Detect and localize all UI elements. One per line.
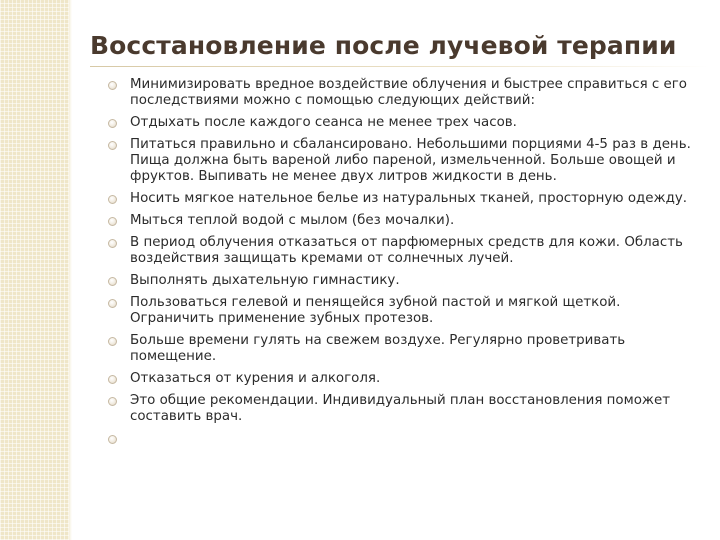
bullet-item	[108, 77, 706, 109]
slide-title: Восстановление после лучевой терапии	[90, 31, 677, 60]
bullet-dot-icon	[108, 337, 117, 346]
bullet-dot-icon	[108, 375, 117, 384]
bullet-text: Выполнять дыхательную гимнастику.	[130, 273, 400, 288]
bullet-dot-icon	[108, 299, 117, 308]
bullet-dot-icon	[108, 277, 117, 286]
bullet-dot-icon	[108, 81, 117, 90]
bullet-item	[108, 371, 706, 387]
bullet-dot-icon	[108, 119, 117, 128]
bullet-dot-icon	[108, 397, 117, 406]
bullet-text: Носить мягкое нательное белье из натуральных тканей, просторную одежду.	[130, 191, 688, 206]
bullet-dot-icon	[108, 435, 117, 444]
bullet-item	[108, 191, 706, 207]
bullet-text: Отдыхать после каждого сеанса не менее трех часов.	[130, 115, 517, 130]
bullet-list	[108, 77, 706, 431]
bullet-text: Минимизировать вредное воздействие облучения и быстрее справиться с его последствиями можно с помощью следующих действий:	[130, 77, 687, 108]
decorative-side-pattern	[0, 0, 72, 540]
title-divider	[90, 66, 710, 67]
bullet-item	[108, 115, 706, 131]
bullet-item	[108, 393, 706, 425]
bullet-dot-icon	[108, 217, 117, 226]
bullet-item	[108, 235, 706, 267]
bullet-text: Больше времени гулять на свежем воздухе. Регулярно проветривать помещение.	[130, 333, 626, 364]
bullet-text: Это общие рекомендации. Индивидуальный план восстановления поможет составить врач.	[130, 393, 671, 424]
bullet-item	[108, 295, 706, 327]
bullet-item	[108, 213, 706, 229]
bullet-text: Питаться правильно и сбалансировано. Небольшими порциями 4-5 раз в день. Пища должна быть вареной либо пареной, измельченной. Больше овощей и фруктов. Выпивать не менее двух литров жидкости в день.	[130, 137, 691, 184]
bullet-item	[108, 137, 706, 185]
bullet-item	[108, 333, 706, 365]
bullet-dot-icon	[108, 239, 117, 248]
bullet-text: Пользоваться гелевой и пенящейся зубной пастой и мягкой щеткой. Ограничить применение зубных протезов.	[130, 295, 621, 326]
bullet-item	[108, 273, 706, 289]
bullet-text: В период облучения отказаться от парфюмерных средств для кожи. Область воздействия защищать кремами от солнечных лучей.	[130, 235, 683, 266]
bullet-text: Отказаться от курения и алкоголя.	[130, 371, 381, 386]
bullet-dot-icon	[108, 141, 117, 150]
bullet-text: Мыться теплой водой с мылом (без мочалки).	[130, 213, 455, 228]
bullet-dot-icon	[108, 195, 117, 204]
